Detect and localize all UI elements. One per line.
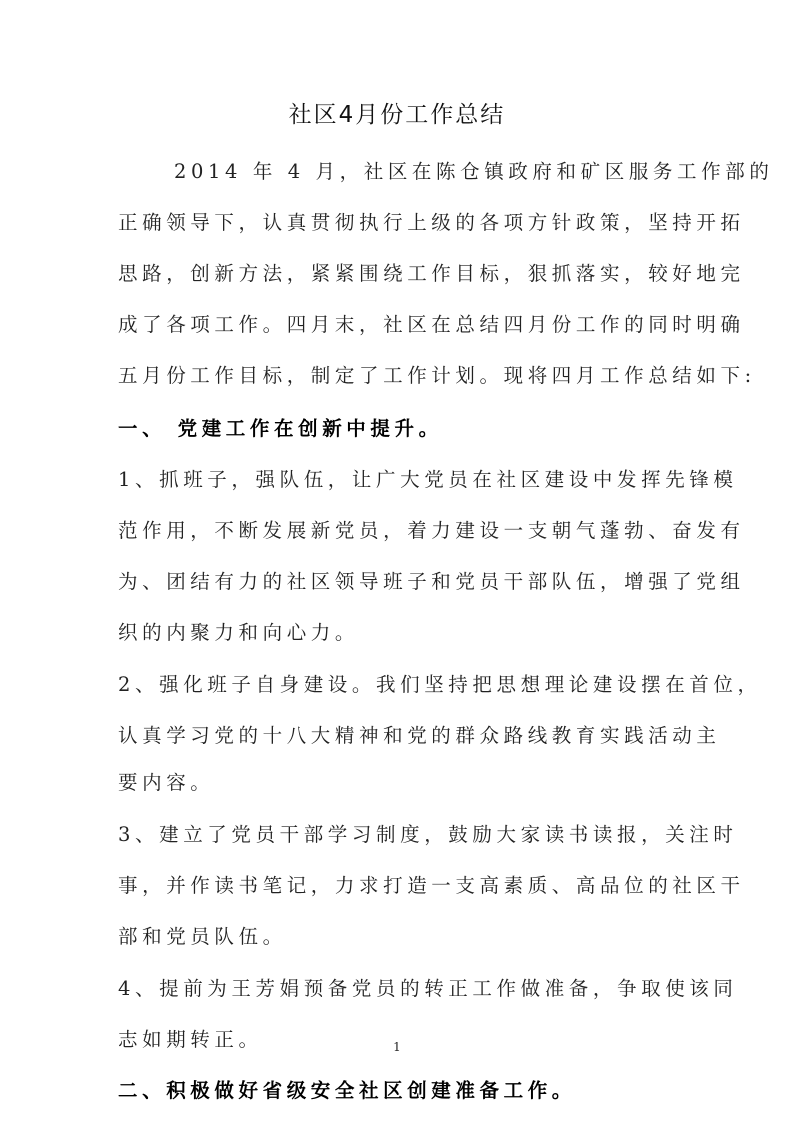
paragraph-line: 3、建立了党员干部学习制度，鼓励大家读书读报，关注时 — [118, 823, 738, 846]
paragraph-line: 为、团结有力的社区领导班子和党员干部队伍，增强了党组 — [118, 570, 745, 593]
paragraph-line: 五月份工作目标，制定了工作计划。现将四月工作总结如下: — [118, 364, 756, 387]
paragraph-line: 2014 年 4 月，社区在陈仓镇政府和矿区服务工作部的 — [174, 160, 774, 183]
paragraph-line: 4、提前为王芳娟预备党员的转正工作做准备，争取使该同 — [118, 977, 738, 1000]
paragraph-line: 1、抓班子，强队伍，让广大党员在社区建设中发挥先锋模 — [118, 468, 738, 491]
paragraph-line: 2、强化班子自身建设。我们坚持把思想理论建设摆在首位， — [118, 673, 762, 696]
paragraph-line: 范作用，不断发展新党员，着力建设一支朝气蓬勃、奋发有 — [118, 519, 745, 542]
page-number: 1 — [393, 1040, 401, 1054]
paragraph-line: 认真学习党的十八大精神和党的群众路线教育实践活动主 — [118, 724, 721, 747]
document-title: 社区4月份工作总结 — [288, 102, 506, 128]
paragraph-line: 事，并作读书笔记，力求打造一支高素质、高品位的社区干 — [118, 874, 745, 897]
section-heading: 二、积极做好省级安全社区创建准备工作。 — [118, 1079, 576, 1102]
paragraph-line: 正确领导下，认真贯彻执行上级的各项方针政策，坚持开拓 — [118, 211, 745, 234]
paragraph-line: 志如期转正。 — [118, 1028, 263, 1051]
section-heading: 一、 党建工作在创新中提升。 — [118, 417, 443, 440]
paragraph-line: 要内容。 — [118, 771, 215, 794]
paragraph-line: 思路，创新方法，紧紧围绕工作目标，狠抓落实，较好地完 — [118, 262, 745, 285]
paragraph-line: 部和党员队伍。 — [118, 925, 287, 948]
paragraph-line: 成了各项工作。四月末，社区在总结四月份工作的同时明确 — [118, 313, 745, 336]
paragraph-line: 织的内聚力和向心力。 — [118, 621, 360, 644]
